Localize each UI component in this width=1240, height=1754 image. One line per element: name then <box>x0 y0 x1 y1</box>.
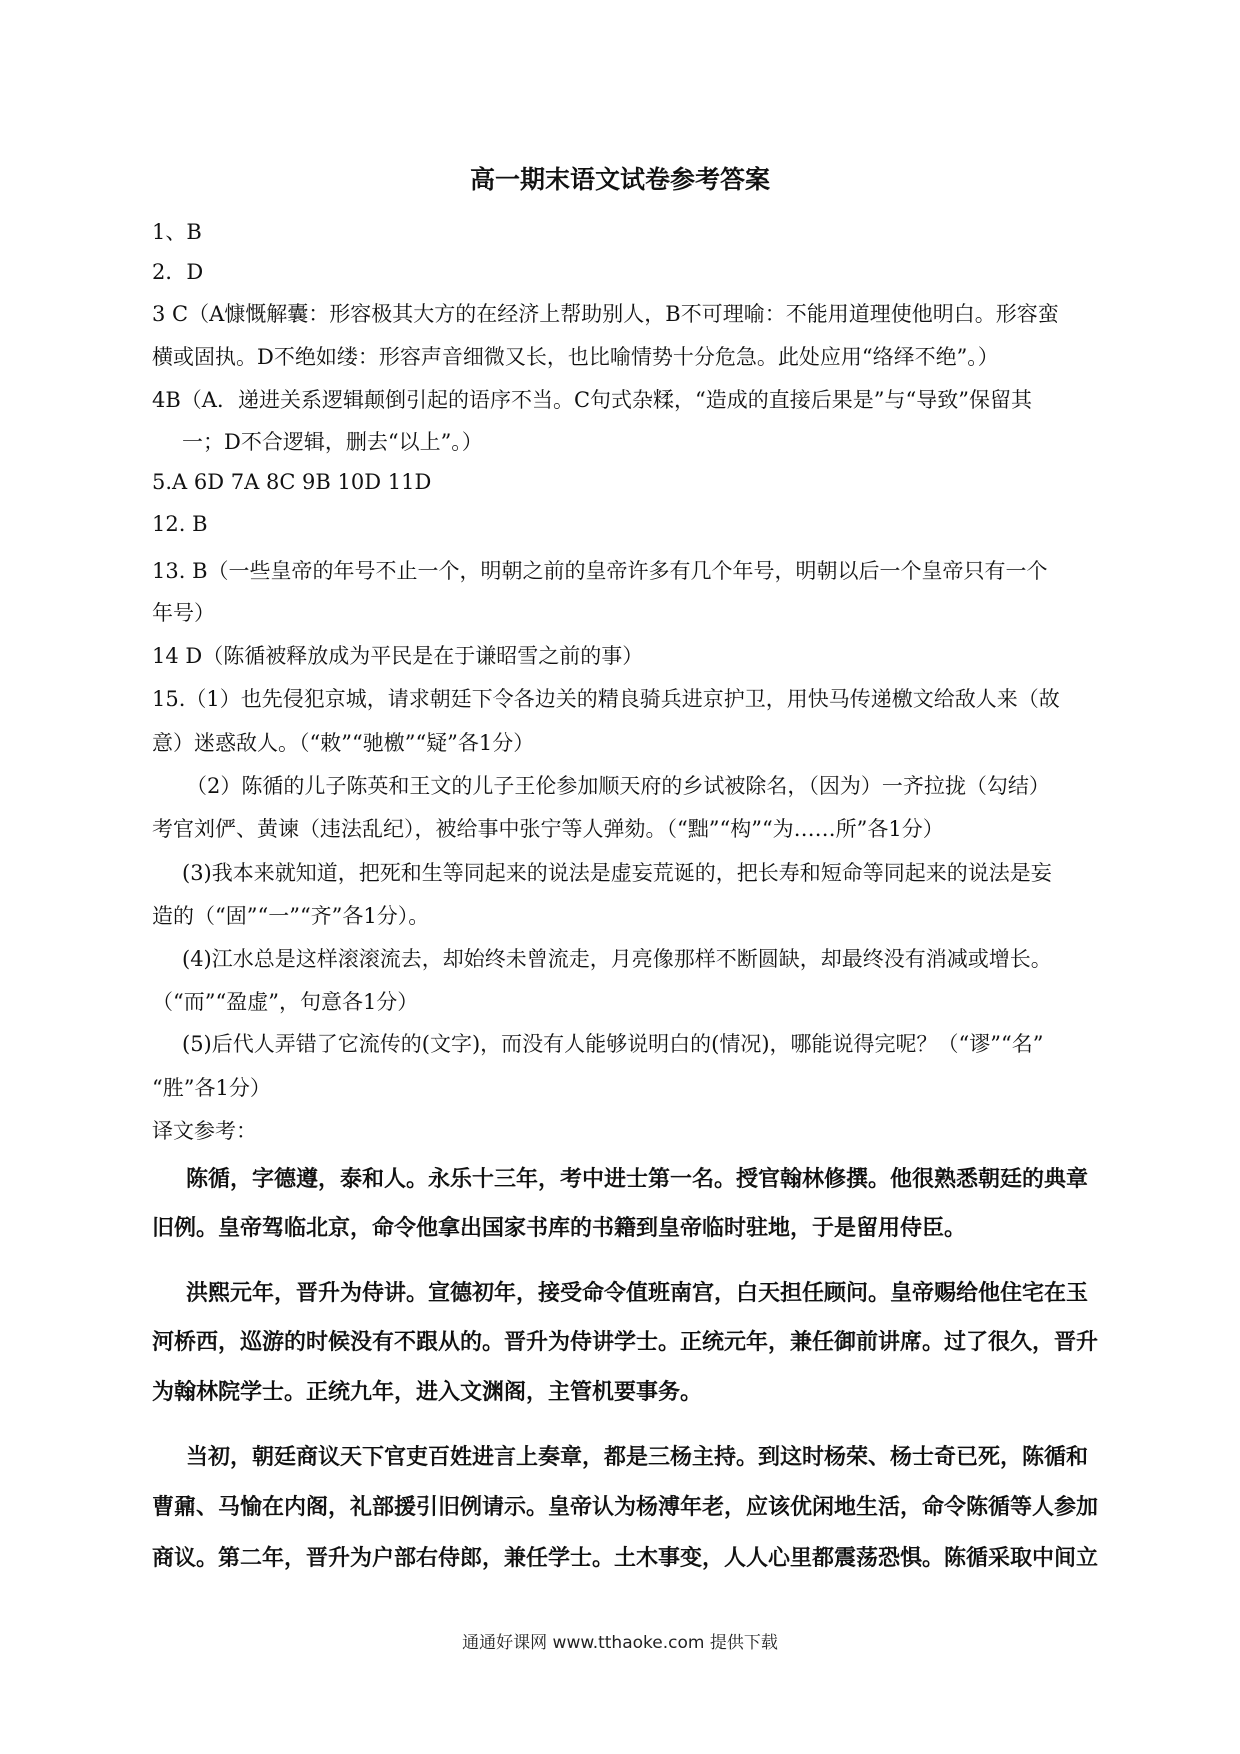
answer-line: 意）迷惑敌人。（“敕”“驰檄”“疑”各1分） <box>152 731 535 755</box>
answer-line: (5)后代人弄错了它流传的(文字)，而没有人能够说明白的(情况)，哪能说得完呢？（“谬”“名” <box>182 1032 1044 1056</box>
page-title: 高一期末语文试卷参考答案 <box>469 165 770 194</box>
answer-line: 14 D（陈循被释放成为平民是在于谦昭雪之前的事） <box>152 644 644 668</box>
answer-line: 年号） <box>152 601 215 625</box>
translation-line: 为翰林院学士。正统九年，进入文渊阁，主管机要事务。 <box>152 1380 703 1405</box>
answer-line: （2）陈循的儿子陈英和王文的儿子王伦参加顺天府的乡试被除名，（因为）一齐拉拢（勾结） <box>186 774 1050 798</box>
translation-line: 曹鼐、马愉在内阁，礼部援引旧例请示。皇帝认为杨溥年老，应该优闲地生活，命令陈循等人参加 <box>152 1495 1099 1520</box>
answer-line: 15.（1）也先侵犯京城，请求朝廷下令各边关的精良骑兵进京护卫，用快马传递檄文给敌人来（故 <box>152 687 1060 711</box>
answer-line: 横或固执。D不绝如缕：形容声音细微又长，也比喻情势十分危急。此处应用“络绎不绝”。） <box>152 345 999 369</box>
answer-line: 一；D不合逻辑，删去“以上”。） <box>182 430 483 454</box>
answer-line: 考官刘俨、黄谏（违法乱纪），被给事中张宁等人弹劾。（“黜”“构”“为……所”各1分） <box>152 817 944 841</box>
answer-line: 5.A 6D 7A 8C 9B 10D 11D <box>152 470 432 494</box>
translation-line: 洪熙元年，晋升为侍讲。宣德初年，接受命令值班南宫，白天担任顾问。皇帝赐给他住宅在玉 <box>186 1281 1089 1306</box>
translation-line: 河桥西，巡游的时候没有不跟从的。晋升为侍讲学士。正统元年，兼任御前讲席。过了很久，晋升 <box>152 1330 1099 1355</box>
answer-line: 4B（A．递进关系逻辑颠倒引起的语序不当。C句式杂糅，“造成的直接后果是”与“导致”保留其 <box>152 388 1032 412</box>
answer-line: 2．D <box>152 260 204 284</box>
answer-line: 造的（“固”“一”“齐”各1分）。 <box>152 904 430 928</box>
answer-line: 1、B <box>152 220 202 244</box>
translation-line: 当初，朝廷商议天下官吏百姓进言上奏章，都是三杨主持。到这时杨荣、杨士奇已死，陈循和 <box>186 1445 1089 1470</box>
answer-line: (4)江水总是这样滚滚流去，却始终未曾流走，月亮像那样不断圆缺，却最终没有消减或增长。 <box>182 947 1052 971</box>
translation-line: 陈循，字德遵，泰和人。永乐十三年，考中进士第一名。授官翰林修撰。他很熟悉朝廷的典章 <box>186 1167 1089 1192</box>
translation-heading: 译文参考： <box>152 1119 257 1143</box>
answer-line: 13. B（一些皇帝的年号不止一个，明朝之前的皇帝许多有几个年号，明朝以后一个皇帝只有一个 <box>152 559 1048 583</box>
answer-line: (3)我本来就知道，把死和生等同起来的说法是虚妄荒诞的，把长寿和短命等同起来的说法是妄 <box>182 861 1052 885</box>
translation-line: 旧例。皇帝驾临北京，命令他拿出国家书库的书籍到皇帝临时驻地，于是留用侍臣。 <box>152 1216 967 1241</box>
answer-line: 12. B <box>152 512 208 536</box>
answer-line: （“而”“盈虚”，句意各1分） <box>152 990 419 1014</box>
answer-line: 3 C（A慷慨解囊：形容极其大方的在经济上帮助别人，B不可理喻：不能用道理使他明白。形容蛮 <box>152 302 1059 326</box>
page-footer: 通通好课网 www.tthaoke.com 提供下载 <box>462 1633 778 1653</box>
translation-line: 商议。第二年，晋升为户部右侍郎，兼任学士。土木事变，人人心里都震荡恐惧。陈循采取中间立 <box>152 1546 1099 1571</box>
answer-line: “胜”各1分） <box>152 1076 271 1100</box>
